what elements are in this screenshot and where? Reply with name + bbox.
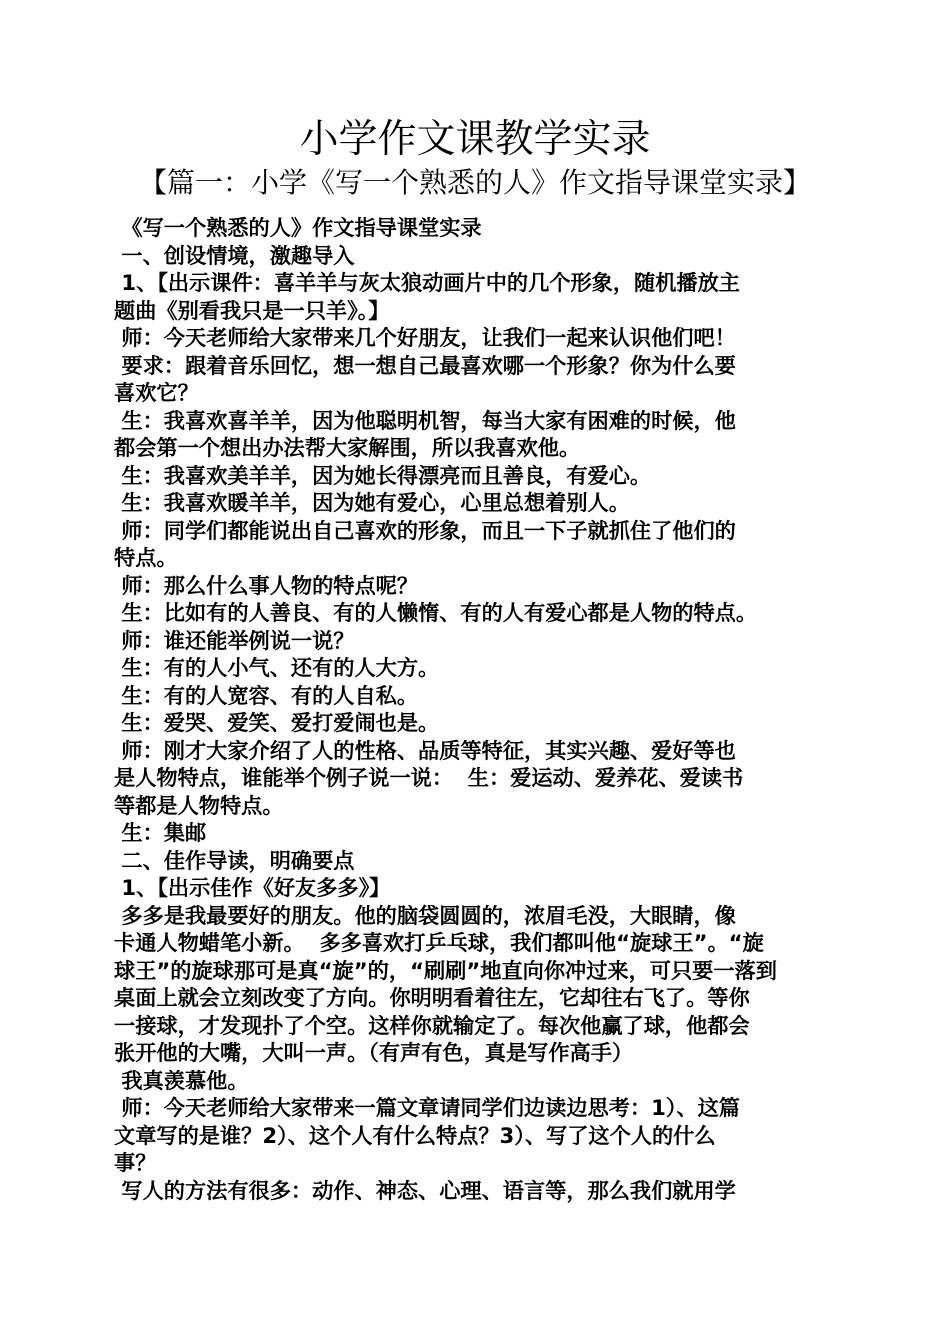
text-line: 文章写的是谁？2）、这个人有什么特点？3）、写了这个人的什么 [114, 1122, 716, 1148]
text-line: 生：有的人宽容、有的人自私。 [114, 682, 419, 708]
text-line: 张开他的大嘴，大叫一声。（有声有色，真是写作高手） [114, 1040, 634, 1065]
text-line: 师：今天老师给大家带来几个好朋友，让我们一起来认识他们吧！ [114, 325, 736, 350]
document-body [114, 214, 836, 1204]
text-line: 多多是我最要好的朋友。他的脑袋圆圆的，浓眉毛没，大眼睛，像 [114, 902, 736, 928]
text-line: 生：我喜欢美羊羊，因为她长得漂亮而且善良，有爱心。 [114, 462, 652, 488]
text-line: 师：同学们都能说出自己喜欢的形象，而且一下子就抓住了他们的 [114, 517, 736, 543]
text-line: 《写一个熟悉的人》作文指导课堂实录 [114, 215, 482, 240]
text-line: 师：那么什么事人物的特点呢？ [114, 572, 419, 598]
text-line: 写人的方法有很多：动作、神态、心理、语言等，那么我们就用学 [114, 1177, 736, 1203]
text-line: 二、佳作导读，明确要点 [114, 847, 355, 873]
text-line: 生：有的人小气、还有的人大方。 [114, 655, 440, 680]
text-line: 是人物特点，谁能举个例子说一说： 生：爱运动、爱养花、爱读书 [114, 765, 744, 790]
text-line: 球王”的旋球那可是真“旋”的，“刷刷”地直向你冲过来，可只要一落到 [114, 957, 777, 983]
text-line: 一、创设情境，激趣导入 [114, 242, 355, 268]
text-line: 事？ [114, 1150, 157, 1175]
text-line: 生：我喜欢暖羊羊，因为她有爱心，心里总想着别人。 [114, 490, 630, 515]
text-line: 都会第一个想出办法帮大家解围，所以我喜欢他。 [114, 435, 581, 460]
text-line: 题曲《别看我只是一只羊》。】 [114, 297, 390, 323]
text-line: 1、【出示课件：喜羊羊与灰太狼动画片中的几个形象，随机播放主 [114, 270, 740, 295]
text-line: 等都是人物特点。 [114, 792, 284, 818]
text-line: 师：今天老师给大家带来一篇文章请同学们边读边思考：1）、这篇 [114, 1095, 740, 1120]
text-line: 1、【出示佳作《好友多多》】 [114, 875, 391, 900]
text-line: 生：爱哭、爱笑、爱打爱闹也是。 [114, 710, 440, 735]
document-title: 小学作文课教学实录 [299, 117, 651, 162]
text-line: 一接球，才发现扑了个空。这样你就输定了。每次他赢了球，他都会 [114, 1012, 750, 1038]
text-line: 要求：跟着音乐回忆，想一想自己最喜欢哪一个形象？你为什么要 [114, 352, 736, 378]
text-line: 桌面上就会立刻改变了方向。你明明看着往左，它却往右飞了。等你 [114, 985, 750, 1010]
text-line: 生：我喜欢喜羊羊，因为他聪明机智，每当大家有困难的时候，他 [114, 407, 736, 433]
text-line: 特点。 [114, 545, 178, 570]
text-line: 我真羡慕他。 [114, 1067, 249, 1093]
text-line: 卡通人物蜡笔小新。 多多喜欢打乒乓球，我们都叫他“旋球王”。“旋 [114, 930, 764, 955]
document-subtitle: 【篇一：小学《写一个熟悉的人》作文指导课堂实录】 [138, 166, 811, 199]
text-line: 生：集邮 [114, 820, 207, 845]
text-line: 师：刚才大家介绍了人的性格、品质等特征，其实兴趣、爱好等也 [114, 737, 736, 763]
text-line: 喜欢它？ [114, 380, 199, 405]
text-line: 生：比如有的人善良、有的人懒惰、有的人有爱心都是人物的特点。 [114, 600, 758, 625]
text-line: 师：谁还能举例说一说？ [114, 627, 355, 653]
